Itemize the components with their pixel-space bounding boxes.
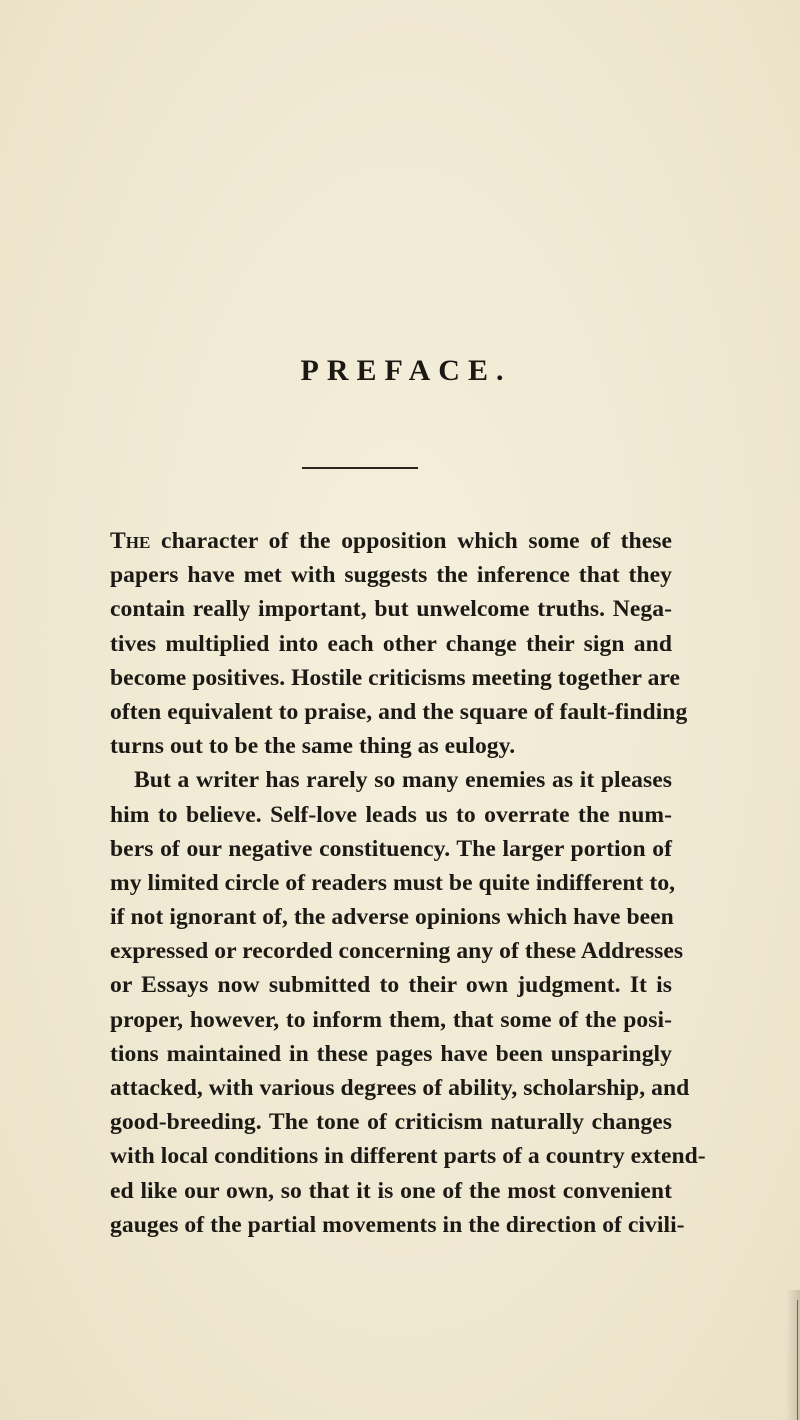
text-line: good-breeding. The tone of criticism naturally changes [110,1109,672,1136]
text-line: or Essays now submitted to their own judgment. It is [110,972,672,999]
text-line: turns out to be the same thing as eulogy. [110,733,516,760]
text-line: But a writer has rarely so many enemies as it pleases [134,767,672,794]
text-line: with local conditions in different parts of a country extend- [110,1143,706,1170]
preface-text [110,524,706,1242]
text-line: if not ignorant of, the adverse opinions which have been [110,904,674,931]
text-line: papers have met with suggests the inference that they [110,562,672,589]
text-line: my limited circle of readers must be quite indifferent to, [110,869,676,896]
page-edge-line [797,1300,798,1420]
text-line: him to believe. Self-love leads us to overrate the num- [110,801,672,828]
text-line: proper, however, to inform them, that some of the posi- [110,1006,672,1033]
text-line: bers of our negative constituency. The larger portion of [110,835,672,862]
text-line: expressed or recorded concerning any of these Addresses [110,938,684,965]
text-line: become positives. Hostile criticisms meeting together are [110,664,681,691]
text-line: contain really important, but unwelcome truths. Nega- [110,596,672,623]
text-line: The character of the opposition which some of these [110,528,672,554]
text-line: often equivalent to praise, and the square of fault-finding [110,698,688,725]
text-line: tions maintained in these pages have been unsparingly [110,1040,672,1067]
text-line: ed like our own, so that it is one of the most convenient [110,1177,672,1204]
lead-word: The [110,528,151,554]
text-line: gauges of the partial movements in the direction of civili- [110,1211,685,1238]
text-line: attacked, with various degrees of ability, scholarship, and [110,1075,690,1101]
text-line: tives multiplied into each other change their sign and [110,630,672,657]
title-rule [302,467,418,469]
page-title: PREFACE. [300,354,512,387]
